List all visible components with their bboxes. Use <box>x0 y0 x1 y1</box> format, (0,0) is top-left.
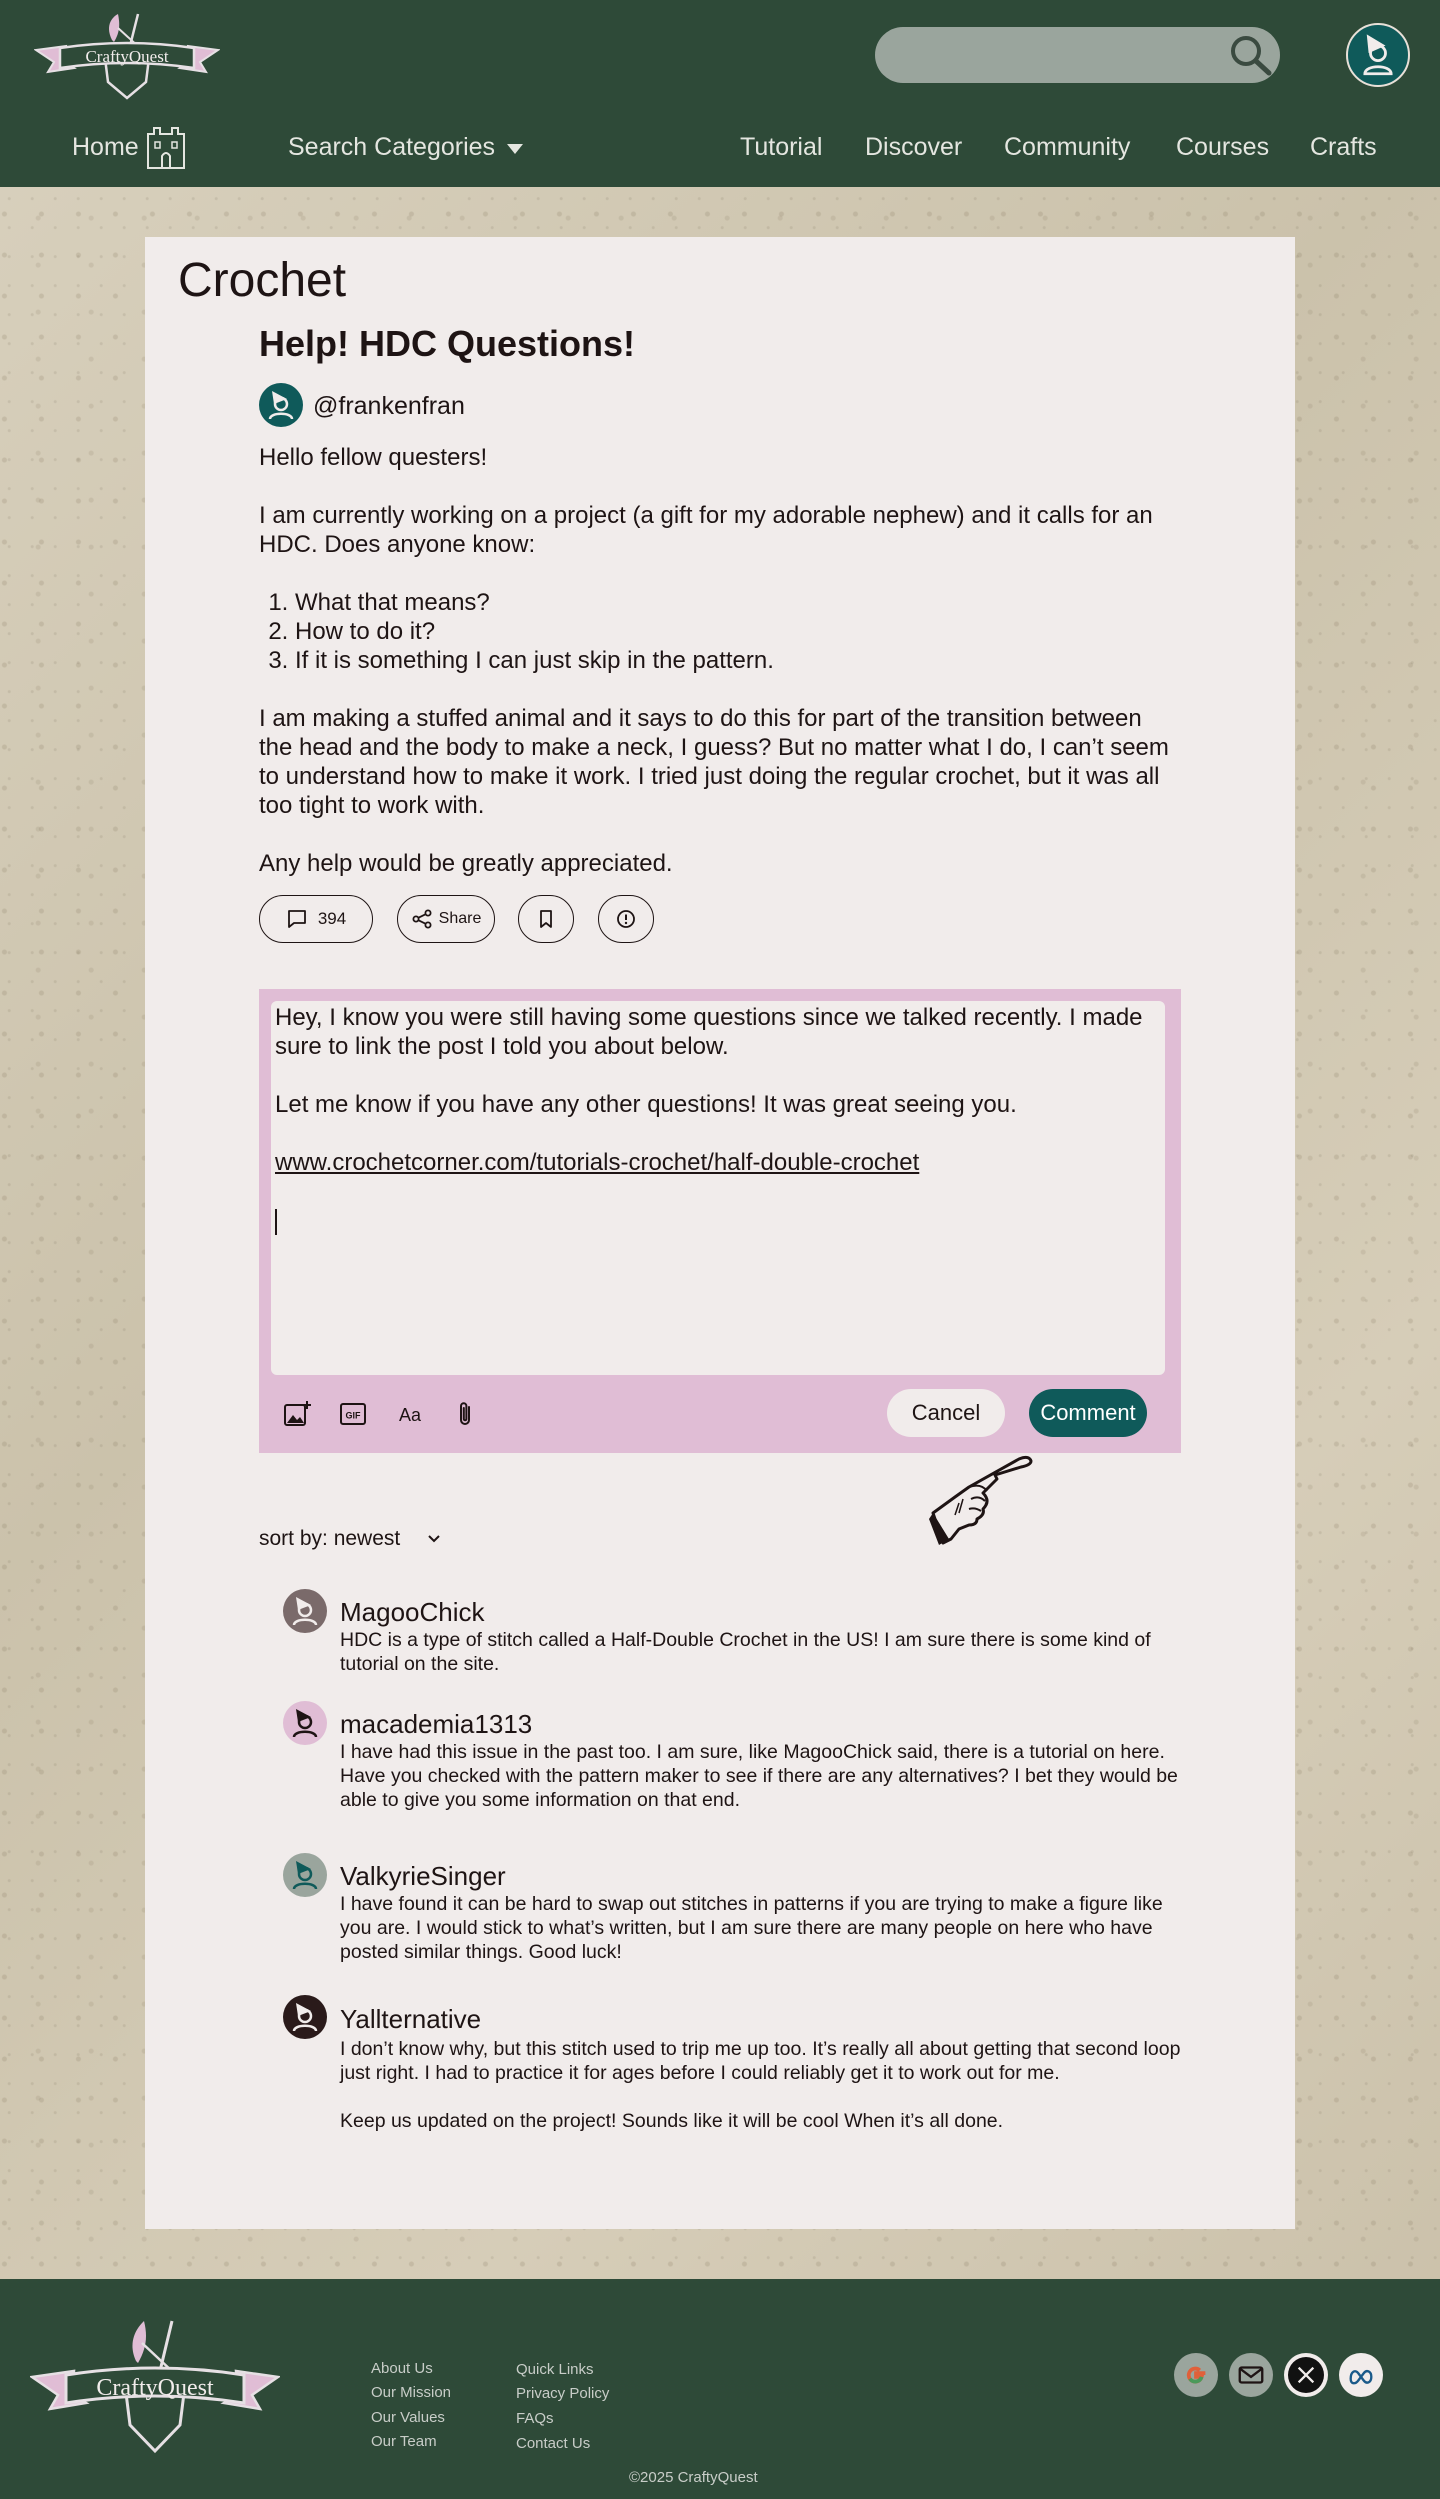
bookmark-icon <box>535 908 557 930</box>
share-label: Share <box>438 910 482 927</box>
footer-link-about[interactable]: About Us <box>371 2360 433 2377</box>
question-list <box>295 588 1169 675</box>
nav-search-categories[interactable]: Search Categories <box>288 133 496 161</box>
pointing-hand-icon <box>925 1453 1037 1545</box>
footer-link-mission[interactable]: Our Mission <box>371 2384 452 2401</box>
avatar[interactable] <box>283 1853 327 1897</box>
post-title: Help! HDC Questions! <box>259 323 636 364</box>
user-icon <box>283 1853 327 1897</box>
castle-icon[interactable] <box>145 126 187 170</box>
svg-text:Aa: Aa <box>398 1405 422 1425</box>
footer-link-faqs[interactable]: FAQs <box>516 2410 554 2427</box>
alert-icon <box>615 908 637 930</box>
mail-icon[interactable] <box>1229 2353 1273 2397</box>
comment-submit-button[interactable]: Comment <box>1029 1389 1147 1437</box>
comment-username[interactable]: Yallternative <box>340 2004 482 2034</box>
comment-editor <box>259 989 1181 1453</box>
comment-username[interactable]: MagooChick <box>340 1597 485 1627</box>
comment-count: 394 <box>317 909 347 928</box>
copyright: ©2025 CraftyQuest <box>629 2469 758 2486</box>
draft-paragraph: Let me know if you have any other questions! It was great seeing you. <box>275 1091 1017 1118</box>
sort-dropdown[interactable]: sort by: newest <box>259 1527 401 1550</box>
gif-icon[interactable] <box>338 1399 368 1429</box>
comment-paragraph: Keep us updated on the project! Sounds like it will be cool When it’s all done. <box>340 2110 1004 2132</box>
add-image-icon[interactable] <box>282 1399 312 1429</box>
text-format-icon[interactable] <box>395 1399 425 1429</box>
x-icon[interactable] <box>1284 2353 1328 2397</box>
site-header <box>0 0 1440 187</box>
chevron-down-icon[interactable] <box>427 1533 441 1545</box>
nav-community[interactable]: Community <box>1004 133 1131 161</box>
avatar[interactable] <box>283 1995 327 2039</box>
footer-link-contact[interactable]: Contact Us <box>516 2435 591 2452</box>
logo-text: CraftyQuest <box>85 47 169 66</box>
nav-courses[interactable]: Courses <box>1176 133 1270 161</box>
list-item: 2. How to do it? <box>295 617 1169 646</box>
comments-button[interactable] <box>259 895 373 943</box>
google-icon[interactable] <box>1174 2353 1218 2397</box>
share-icon <box>411 908 433 930</box>
nav-tutorial[interactable]: Tutorial <box>740 133 823 161</box>
user-icon <box>1348 25 1408 85</box>
site-footer <box>0 2279 1440 2499</box>
footer-link-privacy[interactable]: Privacy Policy <box>516 2385 610 2402</box>
cancel-button[interactable]: Cancel <box>887 1389 1005 1437</box>
nav-discover[interactable]: Discover <box>865 133 963 161</box>
crafty-quest-logo[interactable] <box>34 10 220 100</box>
caret-down-icon[interactable] <box>506 143 524 155</box>
author-username[interactable]: @frankenfran <box>313 392 465 420</box>
user-avatar-button[interactable] <box>1346 23 1410 87</box>
svg-text:GIF: GIF <box>345 1410 361 1421</box>
paperclip-icon[interactable] <box>451 1399 481 1429</box>
user-icon <box>283 1995 327 2039</box>
avatar[interactable] <box>283 1589 327 1633</box>
comment-text <box>340 1628 1190 1676</box>
comment-username[interactable]: macademia1313 <box>340 1709 533 1739</box>
comment-text <box>340 1740 1190 1812</box>
comment-paragraph: I have found it can be hard to swap out stitches in patterns if you are trying to make a figure like you are. I would stick to what’s written, but I am sure there are many people on here who have posted similar things. Good luck! <box>340 1893 1163 1963</box>
post-closing: Any help would be greatly appreciated. <box>259 850 673 877</box>
comment-icon <box>286 908 308 930</box>
nav-home[interactable]: Home <box>72 133 139 161</box>
bookmark-button[interactable] <box>518 895 574 943</box>
search-icon[interactable] <box>1226 33 1274 77</box>
footer-link-team[interactable]: Our Team <box>371 2433 437 2450</box>
comment-textarea[interactable] <box>271 1001 1165 1375</box>
search-input[interactable] <box>875 27 1280 83</box>
comment-paragraph: HDC is a type of stitch called a Half-Double Crochet in the US! I am sure there is some kind of tutorial on the site. <box>340 1629 1151 1675</box>
comment-paragraph: I don’t know why, but this stitch used to trip me up too. It’s really all about getting that second loop just right. I had to practice it for ages before I could reliably get it to work out for me. <box>340 2038 1181 2084</box>
comment-paragraph: I have had this issue in the past too. I am sure, like MagooChick said, there is a tutorial on here. Have you checked with the pattern maker to see if there are any alternatives? I bet they would be able to give you some information on that end. <box>340 1741 1178 1811</box>
draft-paragraph: Hey, I know you were still having some questions since we talked recently. I made sure to link the post I told you about below. <box>275 1004 1143 1060</box>
nav-crafts[interactable]: Crafts <box>1310 133 1377 161</box>
avatar[interactable] <box>283 1701 327 1745</box>
share-button[interactable] <box>397 895 495 943</box>
post-intro: I am currently working on a project (a gift for my adorable nephew) and it calls for an HDC. Does anyone know: <box>259 502 1153 558</box>
category-title: Crochet <box>178 254 347 307</box>
draft-link[interactable]: www.crochetcorner.com/tutorials-crochet/half-double-crochet <box>275 1149 920 1176</box>
comment-text <box>340 2037 1190 2133</box>
post-card <box>145 237 1295 2229</box>
footer-link-quick-links[interactable]: Quick Links <box>516 2361 594 2378</box>
post-body <box>259 443 1169 907</box>
author-avatar[interactable] <box>259 383 303 427</box>
comment-username[interactable]: ValkyrieSinger <box>340 1861 506 1891</box>
report-button[interactable] <box>598 895 654 943</box>
text-cursor <box>275 1209 277 1235</box>
footer-link-values[interactable]: Our Values <box>371 2409 445 2426</box>
list-item: 1. What that means? <box>295 588 1169 617</box>
logo-text: CraftyQuest <box>96 2375 214 2401</box>
post-greeting: Hello fellow questers! <box>259 444 488 471</box>
user-icon <box>283 1701 327 1745</box>
user-icon <box>259 383 303 427</box>
meta-icon[interactable] <box>1339 2353 1383 2397</box>
comment-text <box>340 1892 1190 1964</box>
post-details: I am making a stuffed animal and it says to do this for part of the transition between the head and the body to make a neck, I guess? But no matter what I do, I can’t seem to understand how to make it work. I tried just doing the regular crochet, but it was all too tight to work with. <box>259 705 1169 819</box>
list-item: 3. If it is something I can just skip in the pattern. <box>295 646 1169 675</box>
user-icon <box>283 1589 327 1633</box>
crafty-quest-logo[interactable] <box>30 2317 280 2457</box>
